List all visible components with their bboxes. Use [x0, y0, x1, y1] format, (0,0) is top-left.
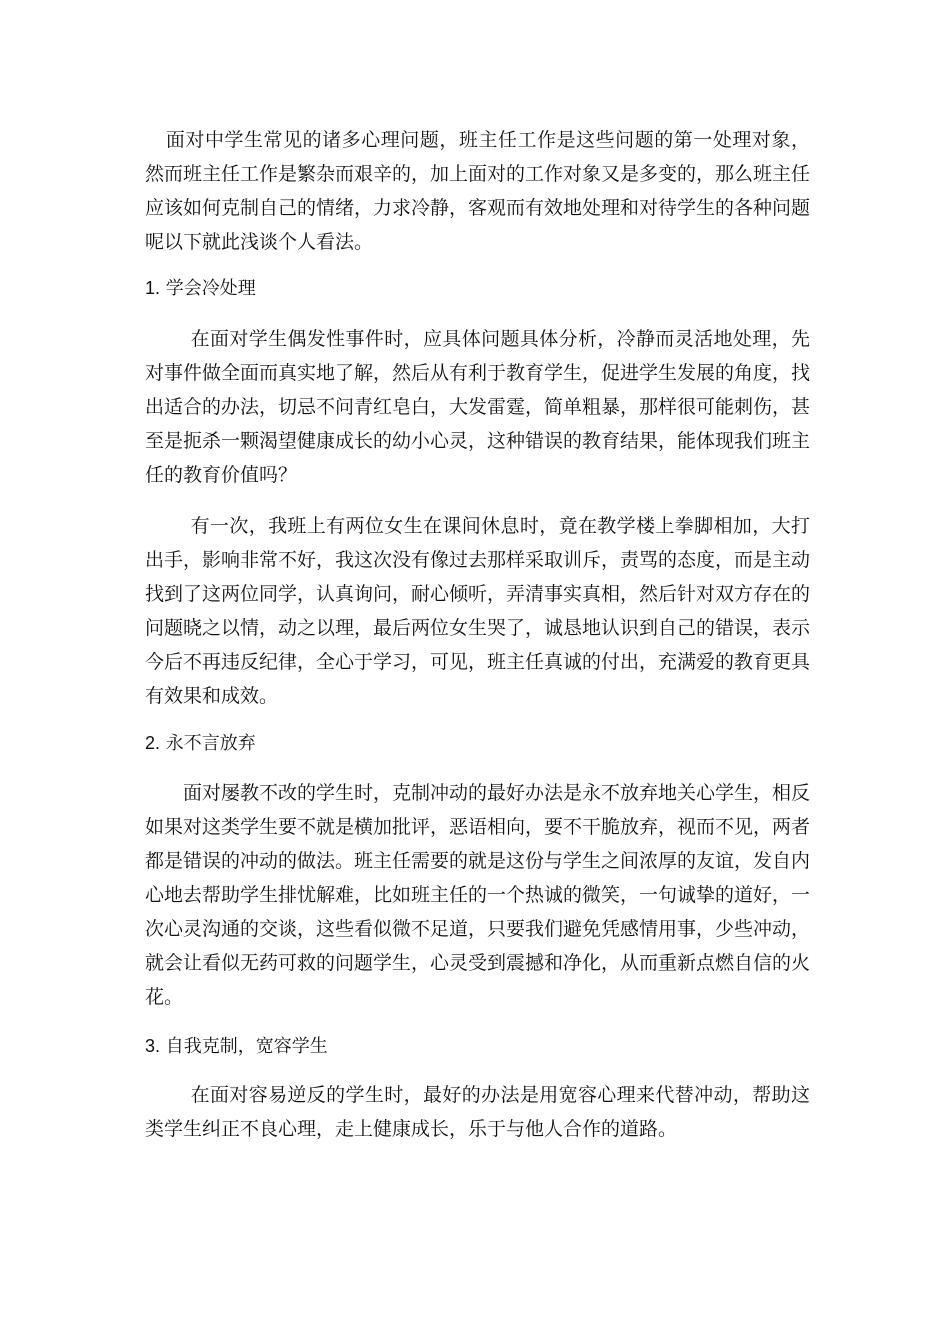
section-1-number: 1. [145, 278, 161, 298]
document-page [145, 123, 810, 1146]
section-1-paragraph-2: 有一次，我班上有两位女生在课间休息时，竟在教学楼上拳脚相加，大打出手，影响非常不好，我这次没有像过去那样采取训斥，责骂的态度，而是主动找到了这两位同学，认真询问，耐心倾听，弄清事实真相，然后针对双方存在的问题晓之以情，动之以理，最后两位女生哭了，诚恳地认识到自己的错误，表示今后不再违反纪律，全心于学习，可见，班主任真诚的付出，充满爱的教育更具有效果和成效。 [145, 515, 811, 707]
section-3-paragraph-1: 在面对容易逆反的学生时，最好的办法是用宽容心理来代替冲动，帮助这类学生纠正不良心理，走上健康成长，乐于与他人合作的道路。 [145, 1084, 810, 1140]
section-3-number: 3. [145, 1036, 161, 1056]
section-3-heading [145, 1029, 810, 1064]
section-3-title: 自我克制，宽容学生 [165, 1036, 328, 1057]
section-1-heading [145, 271, 810, 306]
section-2-paragraph-1: 面对屡教不改的学生时，克制冲动的最好办法是永不放弃地关心学生，相反如果对这类学生要不就是横加批评，恶语相向，要不干脆放弃，视而不见，两者都是错误的冲动的做法。班主任需要的就是这份与学生之间浓厚的友谊，发自内心地去帮助学生排忧解难，比如班主任的一个热诚的微笑，一句诚挚的道好，一次心灵沟通的交谈，这些看似微不足道，只要我们避免凭感情用事，少些冲动，就会让看似无药可救的问题学生，心灵受到震撼和净化，从而重新点燃自信的火花。 [145, 782, 811, 1008]
section-1-paragraph-1: 在面对学生偶发性事件时，应具体问题具体分析，冷静而灵活地处理，先对事件做全面而真实地了解，然后从有利于教育学生，促进学生发展的角度，找出适合的办法，切忌不问青红皂白，大发雷霆，简单粗暴，那样很可能刺伤，甚至是扼杀一颗渴望健康成长的幼小心灵，这种错误的教育结果，能体现我们班主任的教育价值吗？ [145, 328, 811, 486]
section-1-title: 学会冷处理 [165, 278, 256, 299]
section-2-title: 永不言放弃 [165, 733, 256, 754]
intro-paragraph: 面对中学生常见的诸多心理问题，班主任工作是这些问题的第一处理对象，然而班主任工作是繁杂而艰辛的，加上面对的工作对象又是多变的，那么班主任应该如何克制自己的情绪，力求冷静，客观而有效地处理和对待学生的各种问题呢以下就此浅谈个人看法。 [145, 129, 811, 253]
section-2-heading [145, 726, 810, 761]
section-2-number: 2. [145, 733, 161, 753]
